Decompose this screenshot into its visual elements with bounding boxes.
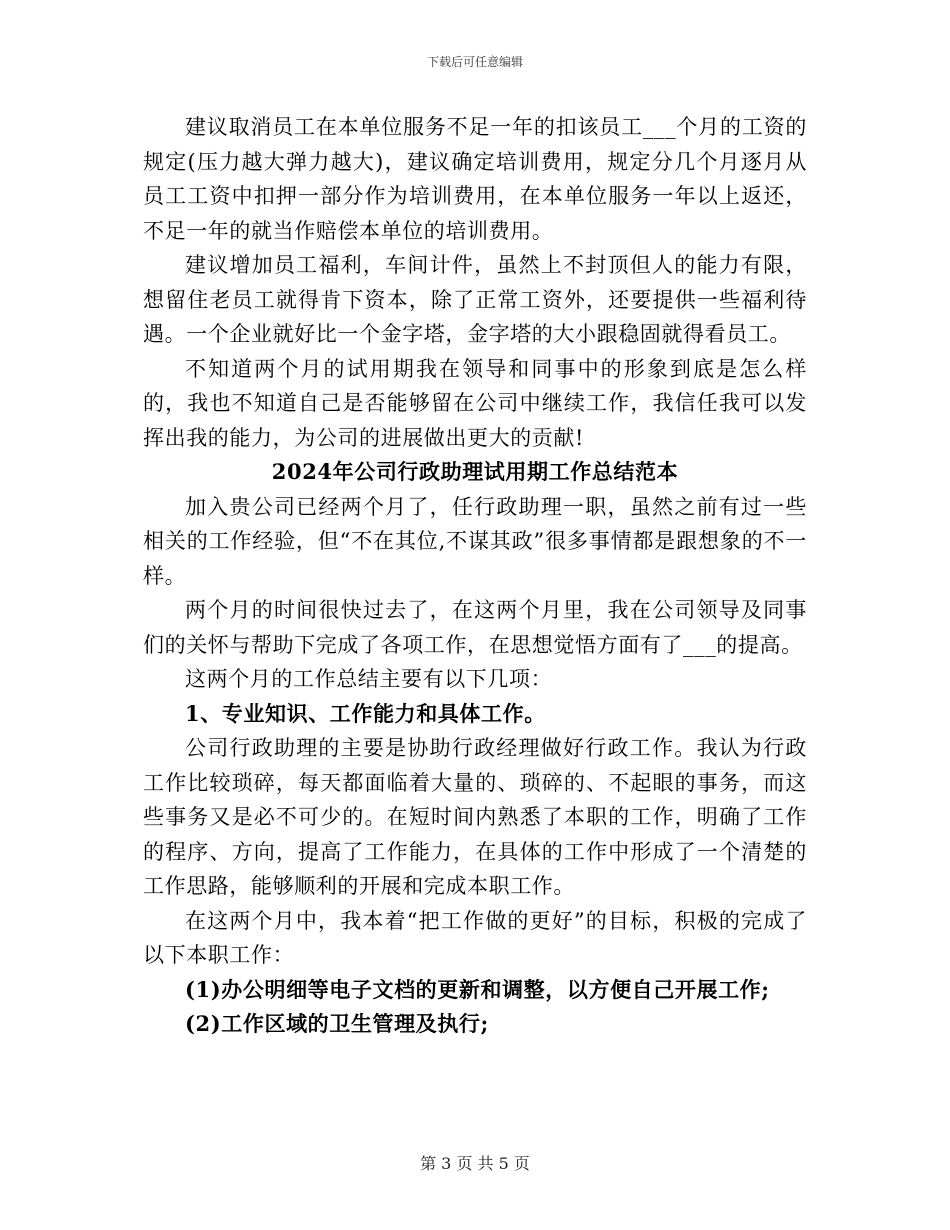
paragraph-employee-welfare: 建议增加员工福利，车间计件，虽然上不封顶但人的能力有限，想留住老员工就得肯下资本，除了正常工资外，还要提供一些福利待遇。一个企业就好比一个金字塔，金字塔的大小跟稳固就得看员工。 — [143, 253, 807, 346]
paragraph-probation-reflection: 不知道两个月的试用期我在领导和同事中的形象到底是怎么样的，我也不知道自己是否能够留在公司中继续工作，我信任我可以发挥出我的能力，为公司的进展做出更大的贡献! — [143, 356, 807, 450]
paragraph-goals: 在这两个月中，我本着“把工作做的更好”的目标，积极的完成了以下本职工作： — [143, 908, 807, 967]
paragraph-joining: 加入贵公司已经两个月了，任行政助理一职，虽然之前有过一些相关的工作经验，但“不在其位,不谋其政”很多事情都是跟想象的不一样。 — [143, 494, 807, 588]
heading-item-1: 1、专业知识、工作能力和具体工作。 — [185, 700, 546, 726]
list-item-2: (2)工作区域的卫生管理及执行; — [185, 1011, 489, 1036]
paragraph-two-months: 两个月的时间很快过去了，在这两个月里，我在公司领导及同事们的关怀与帮助下完成了各项工作，在思想觉悟方面有了___的提高。 — [143, 598, 807, 657]
paragraph-summary-intro: 这两个月的工作总结主要有以下几项： — [185, 667, 553, 691]
page-header: 下载后可任意编辑 — [426, 55, 523, 69]
paragraph-training-cost: 建议取消员工在本单位服务不足一年的扣该员工___个月的工资的规定(压力越大弹力越大)，建议确定培训费用，规定分几个月逐月从员工工资中扣押一部分作为培训费用，在本单位服务一年以上返还，不足一年的就当作赔偿本单位的培训费用。 — [143, 115, 807, 243]
page-footer: 第 3 页 共 5 页 — [420, 1154, 530, 1173]
document-body — [143, 110, 807, 1042]
section-title: 2024年公司行政助理试用期工作总结范本 — [271, 459, 679, 484]
paragraph-admin-role: 公司行政助理的主要是协助行政经理做好行政工作。我认为行政工作比较琐碎，每天都面临着大量的、琐碎的、不起眼的事务，而这些事务又是必不可少的。在短时间内熟悉了本职的工作，明确了工作的程序、方向，提高了工作能力，在具体的工作中形成了一个清楚的工作思路，能够顺利的开展和完成本职工作。 — [143, 736, 807, 898]
list-item-1: (1)办公明细等电子文档的更新和调整，以方便自己开展工作; — [185, 976, 770, 1002]
